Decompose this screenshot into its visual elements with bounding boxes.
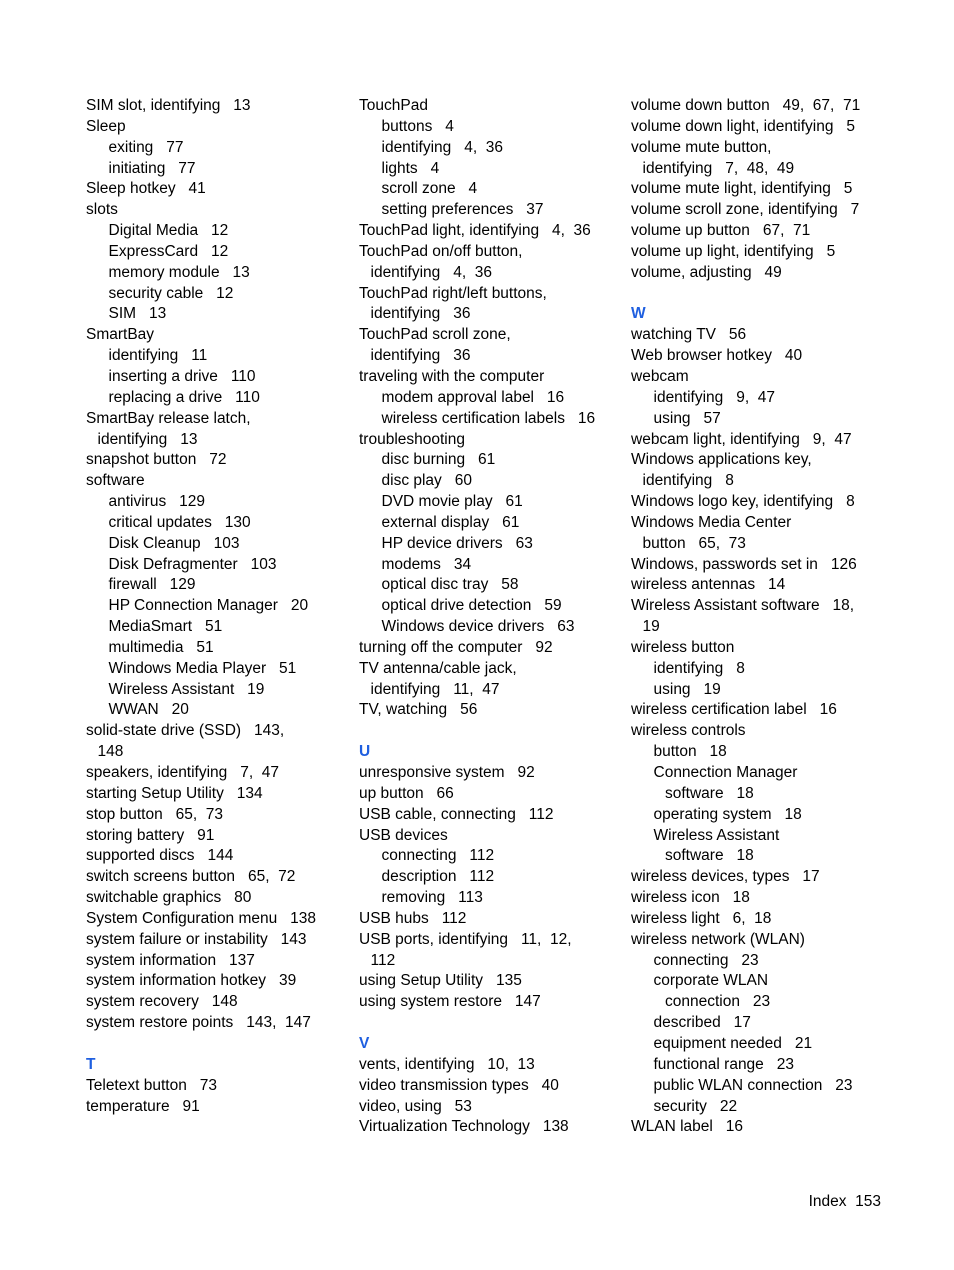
index-subentry: WWAN 20 <box>108 701 189 719</box>
index-subentry: disc burning 61 <box>381 451 496 469</box>
index-entry: TouchPad <box>359 97 428 114</box>
index-entry: unresponsive system 92 <box>359 764 535 781</box>
index-column-2 <box>359 96 621 1138</box>
index-entry: Web browser hotkey 40 <box>631 347 803 365</box>
index-subentry: exiting 77 <box>108 138 184 156</box>
index-entry: 148 <box>97 743 124 761</box>
index-entry: switchable graphics 80 <box>86 889 252 907</box>
index-subentry: identifying 11 <box>108 347 208 365</box>
index-entry: USB hubs 112 <box>359 909 467 927</box>
index-subentry: equipment needed 21 <box>653 1034 813 1052</box>
index-entry: TV, watching 56 <box>359 701 478 719</box>
index-entry: video, using 53 <box>359 1097 472 1115</box>
index-subentry: initiating 77 <box>108 159 196 177</box>
index-subentry: multimedia 51 <box>108 638 214 656</box>
index-subentry: ExpressCard 12 <box>108 242 229 260</box>
index-entry: temperature 91 <box>86 1097 200 1115</box>
index-entry: Sleep hotkey 41 <box>86 180 206 198</box>
index-entry: identifying 11, 47 <box>370 680 500 698</box>
index-entry: system information 137 <box>86 951 255 969</box>
index-subentry: firewall 129 <box>108 576 196 594</box>
index-entry: using system restore 147 <box>359 993 541 1011</box>
index-subentry: identifying 4, 36 <box>381 138 503 156</box>
index-entry: identifying 8 <box>642 472 734 490</box>
index-entry: Wireless Assistant software 18, <box>631 597 855 615</box>
index-subentry: setting preferences 37 <box>381 201 544 219</box>
section-letter-heading: V <box>359 1034 370 1052</box>
index-subentry: MediaSmart 51 <box>108 618 223 636</box>
index-entry: supported discs 144 <box>86 847 234 865</box>
index-entry: Windows logo key, identifying 8 <box>631 493 855 511</box>
index-entry: Teletext button 73 <box>86 1076 217 1094</box>
index-entry: watching TV 56 <box>631 326 747 344</box>
index-entry: using Setup Utility 135 <box>359 972 522 990</box>
index-subentry: using 19 <box>653 680 721 698</box>
index-subentry: Wireless Assistant 19 <box>108 680 265 698</box>
index-subentry: wireless certification labels 16 <box>381 409 596 427</box>
index-entry: webcam light, identifying 9, 47 <box>631 430 852 448</box>
index-entry: TouchPad light, identifying 4, 36 <box>359 222 591 240</box>
index-entry: system information hotkey 39 <box>86 972 297 990</box>
index-subentry: modems 34 <box>381 555 472 573</box>
index-subentry: corporate WLAN <box>653 972 769 990</box>
section-spacer <box>359 721 621 742</box>
index-subentry: Windows Media Player 51 <box>108 659 297 677</box>
index-entry: webcam <box>631 367 689 385</box>
index-subentry: scroll zone 4 <box>381 180 478 198</box>
index-entry: system restore points 143, 147 <box>86 1014 311 1032</box>
index-subentry: identifying 8 <box>653 659 745 677</box>
index-subentry: connecting 112 <box>381 847 495 865</box>
index-entry: USB devices <box>359 826 448 844</box>
index-subentry: inserting a drive 110 <box>108 367 256 385</box>
index-entry: system failure or instability 143 <box>86 930 307 948</box>
index-subentry: Disk Defragmenter 103 <box>108 555 277 573</box>
index-entry: turning off the computer 92 <box>359 638 553 656</box>
index-entry: up button 66 <box>359 784 454 802</box>
section-spacer <box>359 1013 621 1034</box>
index-entry: TouchPad on/off button, <box>359 242 523 260</box>
index-entry: starting Setup Utility 134 <box>86 784 263 802</box>
index-subentry: security 22 <box>653 1097 738 1115</box>
index-entry: volume scroll zone, identifying 7 <box>631 201 860 219</box>
index-entry: System Configuration menu 138 <box>86 909 317 927</box>
index-entry: wireless button <box>631 638 735 656</box>
index-subentry: using 57 <box>653 409 721 427</box>
section-spacer <box>631 284 893 305</box>
index-entry: speakers, identifying 7, 47 <box>86 764 280 781</box>
index-entry: identifying 36 <box>370 347 471 365</box>
index-entry: volume mute button, <box>631 138 772 156</box>
index-entry: Windows, passwords set in 126 <box>631 555 857 573</box>
index-entry: button 65, 73 <box>642 534 746 552</box>
index-entry: 112 <box>370 951 396 969</box>
index-subentry: memory module 13 <box>108 263 250 281</box>
index-entry: wireless antennas 14 <box>631 576 786 594</box>
index-entry: wireless controls <box>631 722 746 740</box>
section-letter-heading: W <box>631 305 646 323</box>
index-entry: troubleshooting <box>359 430 465 448</box>
index-subentry: Wireless Assistant <box>653 826 780 844</box>
index-subentry: replacing a drive 110 <box>108 388 260 406</box>
index-subentry: software 18 <box>665 847 754 865</box>
index-entry: snapshot button 72 <box>86 451 227 469</box>
index-subentry: disc play 60 <box>381 472 472 490</box>
index-entry: Virtualization Technology 138 <box>359 1118 569 1136</box>
index-subentry: Digital Media 12 <box>108 222 229 240</box>
index-entry: Windows Media Center <box>631 513 792 531</box>
index-entry: traveling with the computer <box>359 367 545 385</box>
index-entry: TouchPad scroll zone, <box>359 326 511 344</box>
index-subentry: security cable 12 <box>108 284 234 302</box>
page-number: 153 <box>855 1193 881 1210</box>
index-entry: solid-state drive (SSD) 143, <box>86 722 285 740</box>
index-entry: SmartBay <box>86 326 155 344</box>
index-column-3 <box>631 96 893 1138</box>
footer-label: Index <box>808 1193 847 1210</box>
index-entry: wireless certification label 16 <box>631 701 837 719</box>
index-entry: slots <box>86 201 118 219</box>
index-entry: volume up button 67, 71 <box>631 222 811 240</box>
index-entry: volume up light, identifying 5 <box>631 242 836 260</box>
index-subentry: antivirus 129 <box>108 493 205 511</box>
section-letter-heading: T <box>86 1055 96 1073</box>
index-entry: identifying 36 <box>370 305 471 323</box>
index-entry: Windows applications key, <box>631 451 812 469</box>
index-subentry: connecting 23 <box>653 951 759 969</box>
index-subentry: described 17 <box>653 1014 751 1032</box>
index-entry: video transmission types 40 <box>359 1076 559 1094</box>
index-subentry: optical disc tray 58 <box>381 576 519 594</box>
index-subentry: critical updates 130 <box>108 513 251 531</box>
index-entry: 19 <box>642 618 660 636</box>
index-entry: identifying 13 <box>97 430 198 448</box>
index-entry: storing battery 91 <box>86 826 215 844</box>
page-footer <box>809 1192 881 1212</box>
index-subentry: Disk Cleanup 103 <box>108 534 240 552</box>
index-entry: SmartBay release latch, <box>86 409 251 427</box>
section-spacer <box>86 1034 346 1055</box>
index-subentry: removing 113 <box>381 889 483 907</box>
index-entry: SIM slot, identifying 13 <box>86 97 251 114</box>
index-subentry: software 18 <box>665 784 754 802</box>
index-subentry: description 112 <box>381 868 495 886</box>
index-entry: wireless network (WLAN) <box>631 930 805 948</box>
index-entry: USB ports, identifying 11, 12, <box>359 930 572 948</box>
index-subentry: operating system 18 <box>653 805 802 823</box>
index-entry: volume mute light, identifying 5 <box>631 180 853 198</box>
index-subentry: Connection Manager <box>653 764 798 781</box>
index-entry: TouchPad right/left buttons, <box>359 284 547 302</box>
index-entry: wireless icon 18 <box>631 889 750 907</box>
index-subentry: SIM 13 <box>108 305 167 323</box>
index-entry: identifying 7, 48, 49 <box>642 159 795 177</box>
index-subentry: optical drive detection 59 <box>381 597 562 615</box>
index-subentry: modem approval label 16 <box>381 388 565 406</box>
index-subentry: public WLAN connection 23 <box>653 1076 853 1094</box>
index-subentry: button 18 <box>653 743 727 761</box>
index-entry: wireless devices, types 17 <box>631 868 820 886</box>
index-entry: USB cable, connecting 112 <box>359 805 554 823</box>
index-entry: volume, adjusting 49 <box>631 263 782 281</box>
index-subentry: HP device drivers 63 <box>381 534 533 552</box>
index-subentry: external display 61 <box>381 513 520 531</box>
index-subentry: functional range 23 <box>653 1055 794 1073</box>
index-entry: wireless light 6, 18 <box>631 909 772 927</box>
index-entry: Sleep <box>86 117 126 135</box>
index-entry: software <box>86 472 145 490</box>
index-subentry: DVD movie play 61 <box>381 493 523 511</box>
index-entry: volume down light, identifying 5 <box>631 117 856 135</box>
index-entry: TV antenna/cable jack, <box>359 659 517 677</box>
index-entry: stop button 65, 73 <box>86 805 224 823</box>
index-entry: system recovery 148 <box>86 993 238 1011</box>
index-entry: WLAN label 16 <box>631 1118 743 1136</box>
index-entry: switch screens button 65, 72 <box>86 868 296 886</box>
index-entry: vents, identifying 10, 13 <box>359 1055 535 1073</box>
index-subentry: HP Connection Manager 20 <box>108 597 309 615</box>
index-subentry: identifying 9, 47 <box>653 388 775 406</box>
index-entry: volume down button 49, 67, 71 <box>631 97 861 114</box>
index-subentry: Windows device drivers 63 <box>381 618 575 636</box>
index-subentry: lights 4 <box>381 159 440 177</box>
index-subentry: connection 23 <box>665 993 771 1011</box>
index-subentry: buttons 4 <box>381 117 454 135</box>
section-letter-heading: U <box>359 743 371 761</box>
index-entry: identifying 4, 36 <box>370 263 492 281</box>
index-column-1 <box>86 96 346 1117</box>
